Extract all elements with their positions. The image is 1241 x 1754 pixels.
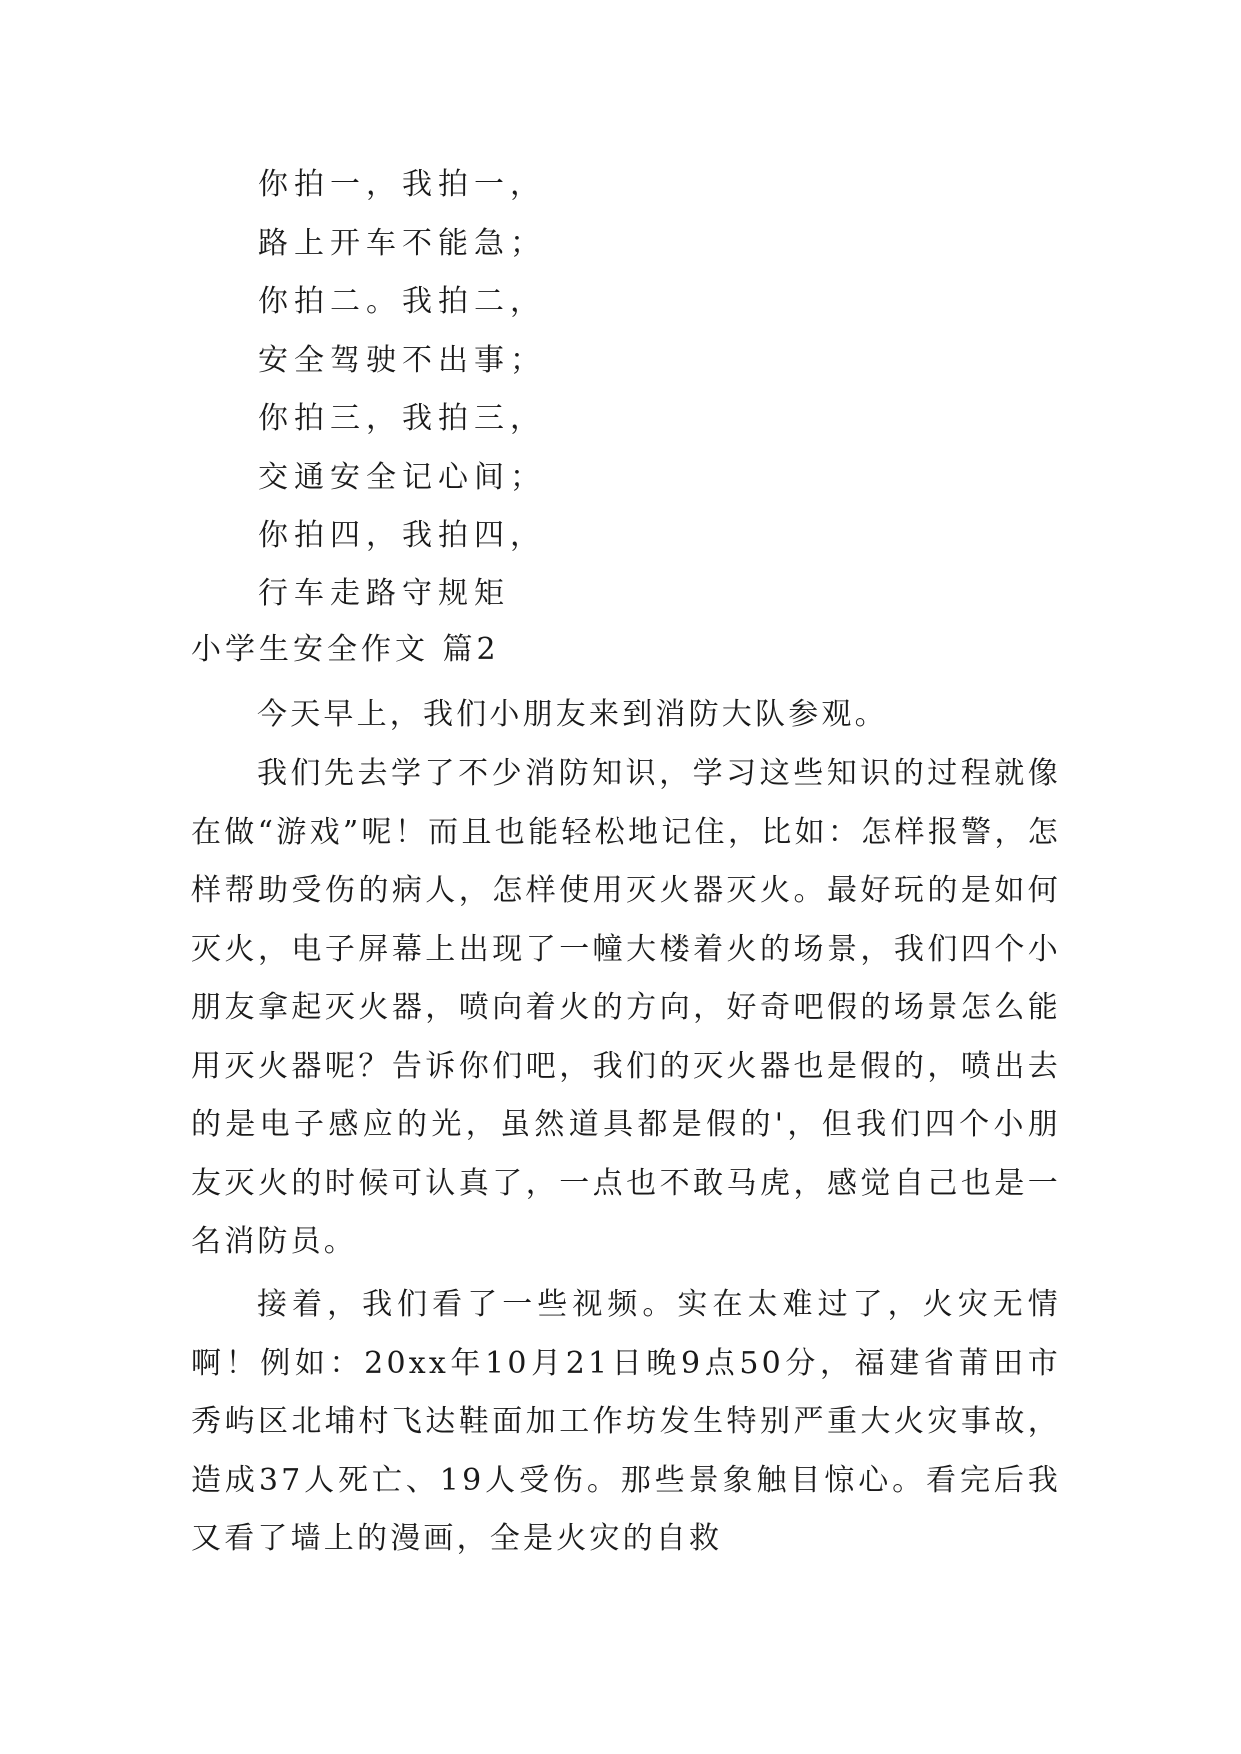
verse-line-4: 安全驾驶不出事； [258,343,546,378]
paragraph-2: 我们先去学了不少消防知识，学习这些知识的过程就像在做“游戏”呢！而且也能轻松地记住，比如：怎样报警，怎样帮助受伤的病人，怎样使用灭火器灭火。最好玩的是如何灭火，电子屏幕上出现了一幢大楼着火的场景，我们四个小朋友拿起灭火器，喷向着火的方向，好奇吧假的场景怎么能用灭火器呢？告诉你们吧，我们的灭火器也是假的，喷出去的是电子感应的光，虽然道具都是假的'，但我们四个小朋友灭火的时候可认真了，一点也不敢马虎，感觉自己也是一名消防员。 [191,756,1061,1259]
paragraph-1: 今天早上，我们小朋友来到消防大队参观。 [257,697,888,732]
verse-line-7: 你拍四，我拍四， [258,518,546,553]
verse-line-6: 交通安全记心间； [258,460,546,495]
paragraph-3: 接着，我们看了一些视频。实在太难过了，火灾无情啊！例如：20xx年10月21日晚9点50分，福建省莆田市秀屿区北埔村飞达鞋面加工作坊发生特别严重大火灾事故，造成37人死亡、19人受伤。那些景象触目惊心。看完后我又看了墙上的漫画，全是火灾的自救 [191,1287,1061,1556]
section-heading: 小学生安全作文 篇2 [191,632,500,667]
verse-line-2: 路上开车不能急； [258,226,546,261]
verse-line-3: 你拍二。我拍二， [258,284,546,319]
verse-line-1: 你拍一，我拍一， [258,167,546,202]
verse-line-5: 你拍三，我拍三， [258,401,546,436]
verse-line-8: 行车走路守规矩 [258,576,510,611]
